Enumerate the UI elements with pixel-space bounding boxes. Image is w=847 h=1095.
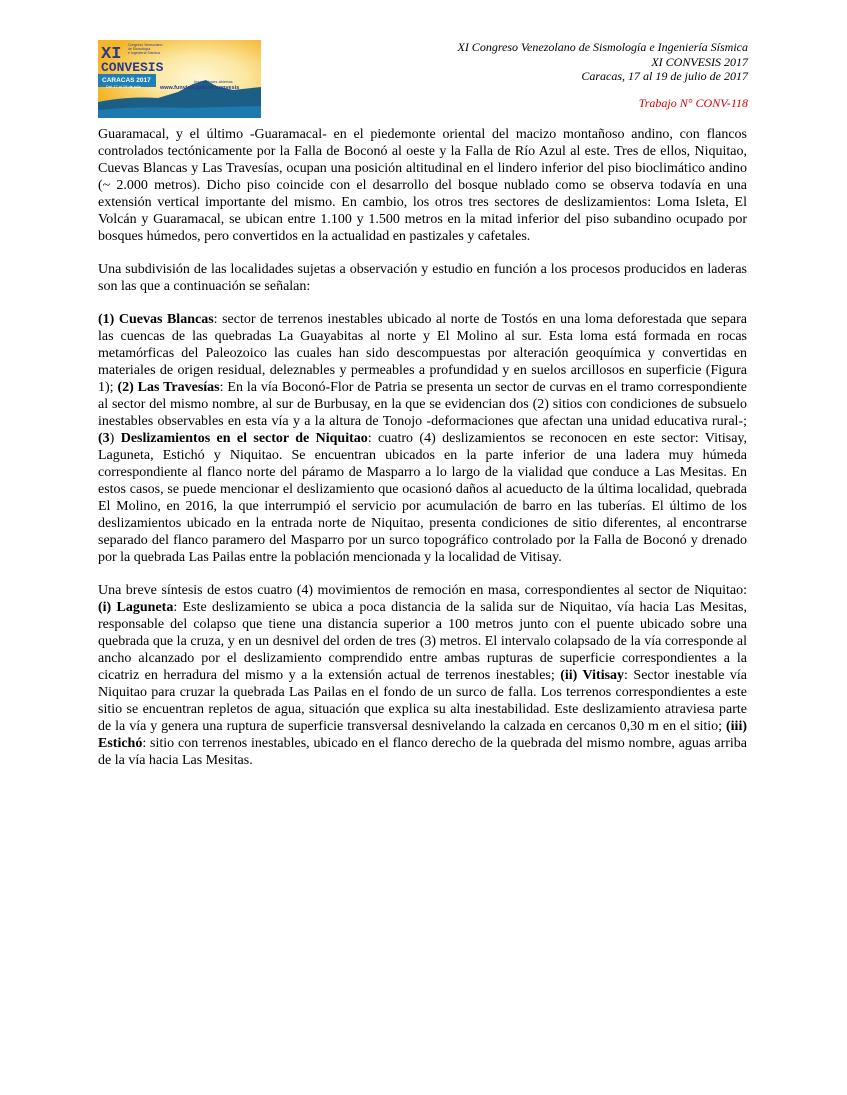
logo-subtitle-3: e Ingeniería Sísmica	[128, 51, 160, 55]
heading-esticho: (iii) Estichó	[98, 719, 747, 751]
heading-laguneta: (i) Laguneta	[98, 600, 174, 615]
body-text	[98, 126, 747, 785]
heading-cuevas-blancas: (1) Cuevas Blancas	[98, 312, 214, 327]
paragraph-4: Una breve síntesis de estos cuatro (4) movimientos de remoción en masa, correspondientes al sector de Niquitao: (i) Laguneta: Este deslizamiento se ubica a poca distancia de la salida sur de Niquitao, vía hacia Las Mesitas, responsable del colapso que tiene una distancia superior a 100 metros junto con el puente ubicado sobre una quebrada que la cruza, y en un desnivel del orden de tres (3) metros. El intervalo colapsado de la vía corresponde al ancho alcanzado por el deslizamiento comprendido entre ambas rupturas de superficie correspondientes a la cicatriz en herradura del mismo y a la extensión actual de terrenos inestables; (ii) Vitisay: Sector inestable vía Niquitao para cruzar la quebrada Las Pailas en el fondo de un surco de falla. Los terrenos correspondientes a este sitio se encuentran repletos de agua, situación que explica su alta inestabilidad. Este deslizamiento atraviesa parte de la vía y genera una ruptura de superficie transversal desnivelando la calzada en cercanos 0,30 m en el sitio; (iii) Estichó: sitio con terrenos inestables, ubicado en el flanco derecho de la quebrada del mismo nombre, aguas arriba de la vía hacia Las Mesitas.	[98, 583, 747, 768]
logo-title-convesis: CONVESIS	[101, 60, 164, 75]
logo-subtitle-2: de Sismología	[128, 47, 151, 51]
header-congress-name: XI Congreso Venezolano de Sismología e Ingeniería Sísmica	[457, 40, 748, 54]
paragraph-1: Guaramacal, y el último -Guaramacal- en el piedemonte oriental del macizo montañoso andino, con flancos controlados tectónicamente por la Falla de Boconó al oeste y la Falla de Río Azul al este. Tres de ellos, Niquitao, Cuevas Blancas y Las Travesías, ocupan una posición altitudinal en el lindero inferior del piso bioclimático andino (~ 2.000 metros). Dicho piso coincide con el desarrollo del bosque nublado como se observa todavía en una extensión vertical importante del mismo. En cambio, los otros tres sectores de deslizamientos: Loma Isleta, El Volcán y Guaramacal, se ubican entre 1.100 y 1.500 metros en la mitad inferior del piso subandino ocupado por bosques húmedos, pero convertidos en la actualidad en pastizales y cafetales.	[98, 127, 747, 244]
congress-logo-graphic	[98, 40, 261, 118]
congress-logo	[98, 40, 261, 118]
logo-inscriptions: Inscripciones abiertas	[194, 79, 233, 84]
header-place-date: Caracas, 17 al 19 de julio de 2017	[581, 69, 748, 83]
logo-dates: Del 17 al 19 de julio	[106, 84, 142, 89]
logo-city-badge: CARACAS 2017	[102, 77, 151, 84]
paragraph-3: (1) Cuevas Blancas: sector de terrenos inestables ubicado al norte de Tostós en una loma deforestada que separa las cuencas de las quebradas La Guayabitas al norte y El Molino al sur. Esta loma está formada en rocas metamórficas del Paleozoico las cuales han sido descompuestas por alteración geoquímica y convertidas en materiales de origen residual, deleznables y permeables a profundidad y en suelos arcillosos en superficie (Figura 1); (2) Las Travesías: En la vía Boconó-Flor de Patria se presenta un sector de curvas en el tramo correspondiente al sector del mismo nombre, al sur de Burbusay, en la que se evidencian dos (2) sitios con condiciones de subsuelo inestables observables en esta vía y a la altura de Tonojo -deformaciones que afectan una unidad educativa rural-; (3) Deslizamientos en el sector de Niquitao: cuatro (4) deslizamientos se reconocen en este sector: Vitisay, Laguneta, Estichó y Niquitao. Se encuentran ubicados en la parte inferior de una ladera muy húmeda correspondiente al flanco norte del páramo de Masparro a lo largo de la vialidad que conduce a Las Mesitas. En estos casos, se puede mencionar el deslizamiento que ocasionó daños al acueducto de la última localidad, quebrada El Molino, en 2016, la que interrumpió el servicio por acumulación de barro en las tuberías. El último de los deslizamientos ubicado en la entrada norte de Niquitao, presenta condiciones de sitio diferentes, al encontrarse separado del flanco paramero del Masparro por un surco topográfico controlado por la Falla de Boconó y drenado por la quebrada Las Pailas entre la población mencionada y la localidad de Vitisay.	[98, 312, 748, 565]
paragraph-2: Una subdivisión de las localidades sujetas a observación y estudio en función a los procesos producidos en laderas son las que a continuación se señalan:	[98, 262, 747, 294]
logo-url: www.funvisis.gob.ve/convesis	[160, 85, 240, 91]
heading-vitisay: (ii) Vitisay	[560, 668, 625, 683]
heading-las-travesias: (2) Las Travesías	[117, 380, 220, 395]
heading-deslizamientos-niquitao: Deslizamientos en el sector de Niquitao	[120, 431, 368, 446]
logo-title-xi: XI	[101, 45, 122, 64]
page-header	[457, 40, 748, 110]
header-work-number: Trabajo N° CONV-118	[638, 95, 748, 110]
header-congress-acronym: XI CONVESIS 2017	[651, 54, 748, 69]
logo-subtitle-1: Congreso Venezolano	[128, 43, 163, 47]
